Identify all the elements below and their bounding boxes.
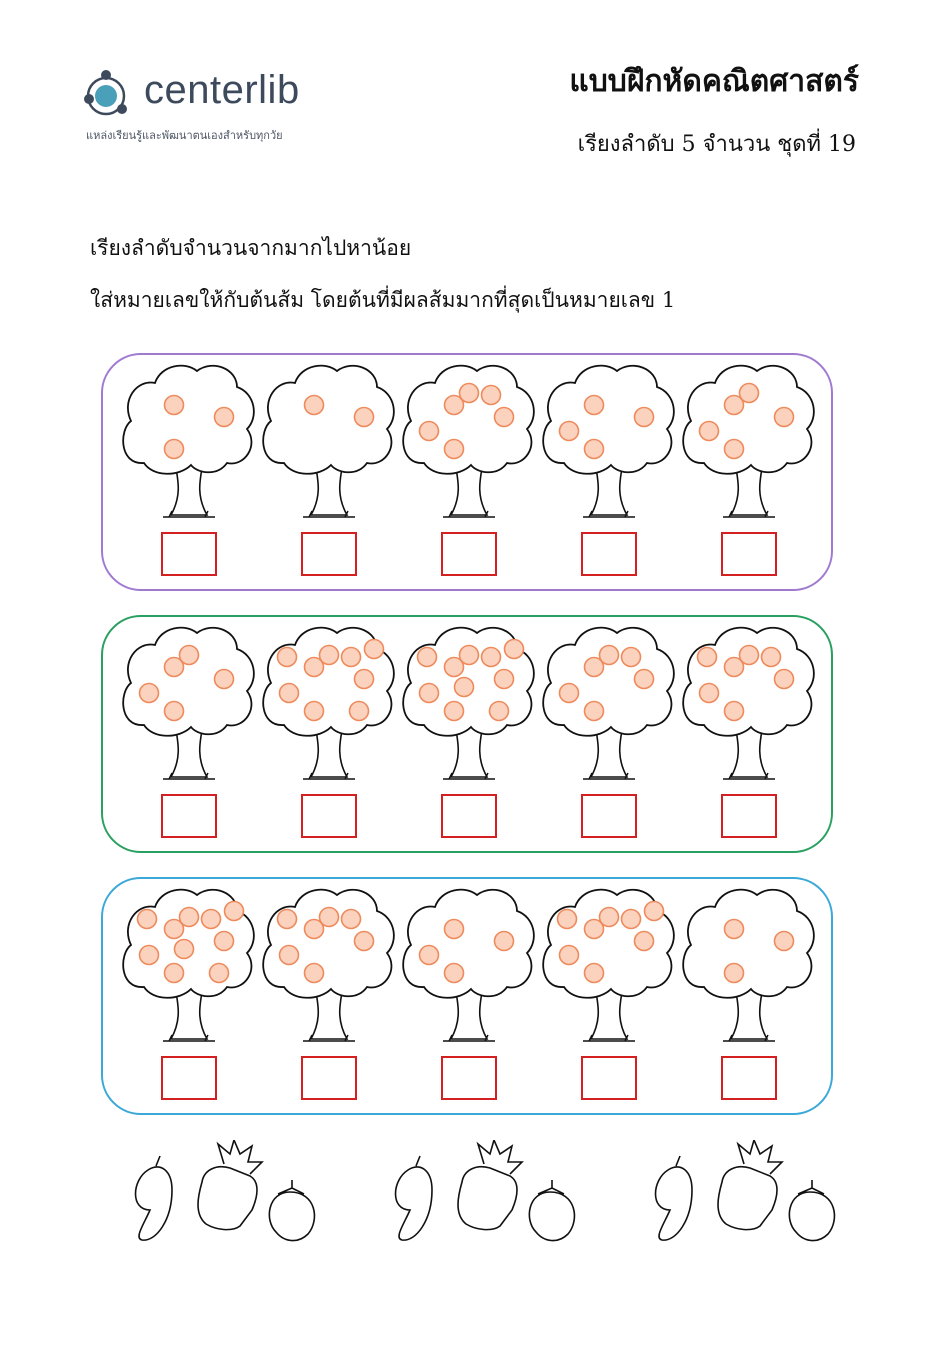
orange-fruit <box>350 702 369 721</box>
orange-fruit <box>725 920 744 939</box>
orange-fruit <box>215 932 234 951</box>
orange-fruit <box>725 440 744 459</box>
orange-tree <box>403 366 534 575</box>
orange-fruit <box>725 964 744 983</box>
orange-fruit <box>775 670 794 689</box>
tree-crown <box>123 628 254 736</box>
orange-fruit <box>420 422 439 441</box>
orange-fruit <box>278 648 297 667</box>
orange-tree <box>123 628 254 837</box>
orange-tree <box>123 366 254 575</box>
orange-fruit <box>180 908 199 927</box>
orange-fruit <box>445 440 464 459</box>
exercise-row <box>101 353 833 591</box>
orange-tree <box>123 890 254 1099</box>
orange-tree <box>263 890 394 1099</box>
orange-fruit <box>635 932 654 951</box>
tree-crown <box>683 366 814 474</box>
orange-tree <box>543 628 674 837</box>
orange-fruit <box>622 648 641 667</box>
trees-canvas <box>103 355 835 593</box>
orange-fruit <box>445 702 464 721</box>
orange-fruit <box>215 408 234 427</box>
fruit-decoration <box>120 1140 840 1255</box>
orange-fruit <box>320 908 339 927</box>
orange-fruit <box>495 670 514 689</box>
orange-fruit <box>280 946 299 965</box>
orange-fruit <box>495 408 514 427</box>
answer-box[interactable] <box>302 533 356 575</box>
pineapple-icon <box>718 1140 782 1230</box>
answer-box[interactable] <box>302 1057 356 1099</box>
orange-fruit <box>445 964 464 983</box>
orange-fruit <box>645 902 664 921</box>
centerlib-logo-icon <box>84 66 144 126</box>
orange-fruit <box>775 408 794 427</box>
orange-fruit <box>355 670 374 689</box>
orange-fruit <box>560 946 579 965</box>
answer-box[interactable] <box>722 795 776 837</box>
answer-box[interactable] <box>442 533 496 575</box>
brand-logo <box>84 66 364 146</box>
orange-fruit <box>585 440 604 459</box>
orange-fruit <box>600 646 619 665</box>
orange-fruit <box>600 908 619 927</box>
tree-crown <box>263 366 394 474</box>
orange-fruit <box>175 940 194 959</box>
orange-fruit <box>775 932 794 951</box>
mango-icon <box>396 1156 433 1240</box>
brand-tagline: แหล่งเรียนรู้และพัฒนาตนเองสำหรับทุกวัย <box>86 129 283 142</box>
orange-tree <box>263 628 394 837</box>
answer-box[interactable] <box>582 795 636 837</box>
instruction-line-1: เรียงลำดับจำนวนจากมากไปหาน้อย <box>90 236 412 260</box>
orange-tree <box>543 366 674 575</box>
orange-tree <box>683 890 814 1099</box>
orange-fruit <box>622 910 641 929</box>
orange-fruit <box>740 646 759 665</box>
orange-fruit <box>165 964 184 983</box>
orange-fruit <box>418 648 437 667</box>
orange-fruit <box>558 910 577 929</box>
orange-fruit <box>445 920 464 939</box>
orange-fruit <box>138 910 157 929</box>
tree-crown <box>683 628 814 736</box>
answer-box[interactable] <box>722 533 776 575</box>
tree-crown <box>403 890 534 998</box>
orange-fruit <box>560 684 579 703</box>
orange-fruit <box>342 910 361 929</box>
exercise-row <box>101 615 833 853</box>
answer-box[interactable] <box>442 795 496 837</box>
orange-fruit <box>215 670 234 689</box>
orange-tree <box>683 628 814 837</box>
orange-fruit <box>202 910 221 929</box>
orange-fruit <box>210 964 229 983</box>
answer-box[interactable] <box>582 1057 636 1099</box>
orange-fruit <box>482 386 501 405</box>
strawberry-icon <box>529 1180 574 1241</box>
orange-fruit <box>700 422 719 441</box>
answer-box[interactable] <box>302 795 356 837</box>
orange-tree <box>543 890 674 1099</box>
orange-tree <box>263 366 394 575</box>
orange-fruit <box>342 648 361 667</box>
orange-fruit <box>635 670 654 689</box>
orange-fruit <box>700 684 719 703</box>
orange-fruit <box>460 384 479 403</box>
tree-crown <box>403 366 534 474</box>
orange-tree <box>403 628 534 837</box>
orange-fruit <box>165 396 184 415</box>
orange-fruit <box>585 964 604 983</box>
pineapple-icon <box>458 1140 522 1230</box>
strawberry-icon <box>269 1180 314 1241</box>
answer-box[interactable] <box>722 1057 776 1099</box>
orange-fruit <box>490 702 509 721</box>
orange-fruit <box>698 648 717 667</box>
orange-fruit <box>460 646 479 665</box>
mango-icon <box>656 1156 693 1240</box>
orange-fruit <box>180 646 199 665</box>
mango-icon <box>136 1156 173 1240</box>
tree-crown <box>123 366 254 474</box>
orange-fruit <box>495 932 514 951</box>
orange-fruit <box>725 702 744 721</box>
page-title: แบบฝึกหัดคณิตศาสตร์ <box>569 64 859 99</box>
orange-fruit <box>505 640 524 659</box>
instruction-line-2: ใส่หมายเลขให้กับต้นส้ม โดยต้นที่มีผลส้มมากที่สุดเป็นหมายเลข 1 <box>90 288 676 312</box>
answer-box[interactable] <box>162 795 216 837</box>
pineapple-icon <box>198 1140 262 1230</box>
tree-crown <box>263 890 394 998</box>
trees-canvas <box>103 617 835 855</box>
orange-fruit <box>140 946 159 965</box>
orange-fruit <box>585 702 604 721</box>
trees-canvas <box>103 879 835 1117</box>
strawberry-icon <box>789 1180 834 1241</box>
orange-fruit <box>585 396 604 415</box>
answer-box[interactable] <box>582 533 636 575</box>
answer-box[interactable] <box>442 1057 496 1099</box>
orange-fruit <box>762 648 781 667</box>
tree-crown <box>543 366 674 474</box>
orange-fruit <box>482 648 501 667</box>
orange-fruit <box>278 910 297 929</box>
orange-tree <box>403 890 534 1099</box>
tree-crown <box>683 890 814 998</box>
orange-fruit <box>420 684 439 703</box>
orange-fruit <box>740 384 759 403</box>
orange-fruit <box>320 646 339 665</box>
answer-box[interactable] <box>162 1057 216 1099</box>
orange-fruit <box>165 702 184 721</box>
orange-fruit <box>355 932 374 951</box>
orange-fruit <box>165 440 184 459</box>
orange-tree <box>683 366 814 575</box>
orange-fruit <box>355 408 374 427</box>
answer-box[interactable] <box>162 533 216 575</box>
orange-fruit <box>305 964 324 983</box>
orange-fruit <box>140 684 159 703</box>
page-subtitle: เรียงลำดับ 5 จำนวน ชุดที่ 19 <box>577 132 856 157</box>
tree-crown <box>543 628 674 736</box>
orange-fruit <box>280 684 299 703</box>
orange-fruit <box>455 678 474 697</box>
orange-fruit <box>225 902 244 921</box>
orange-fruit <box>635 408 654 427</box>
orange-fruit <box>365 640 384 659</box>
exercise-row <box>101 877 833 1115</box>
orange-fruit <box>420 946 439 965</box>
brand-name: centerlib <box>144 68 300 112</box>
orange-fruit <box>305 396 324 415</box>
orange-fruit <box>560 422 579 441</box>
orange-fruit <box>305 702 324 721</box>
